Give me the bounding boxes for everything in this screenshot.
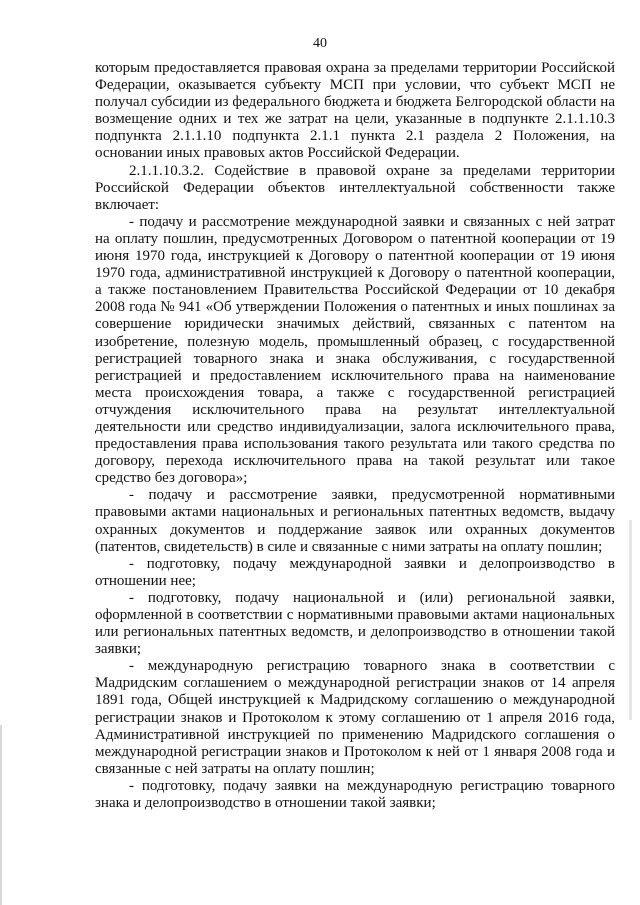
page-number: 40 <box>313 36 327 51</box>
paragraph-continuation: которым предоставляется правовая охрана за пределами территории Российской Федерации, оказывается субъекту МСП при условии, что субъект МСП не получал субсидии из федерального бюджета и бюджета Белгородской области на возмещение одних и тех же затрат на цели, указанные в подпункте 2.1.1.10.3 подпункта 2.1.1.10 подпункта 2.1.1 пункта 2.1 раздела 2 Положения, на основании иных правовых актов Российской Федерации. <box>95 60 615 162</box>
scan-edge-left <box>0 725 2 905</box>
list-item-preparation-national: - подготовку, подачу национальной и (или) региональной заявки, оформленной в соответствии с нормативными правовыми актами национальных или региональных патентных ведомств, и делопроизводство в отношении такой заявки; <box>95 589 615 658</box>
document-body <box>95 60 615 812</box>
list-item-international-application: - подачу и рассмотрение международной заявки и связанных с ней затрат на оплату пошлин, предусмотренных Договором о патентной кооперации от 19 июня 1970 года, инструкцией к Договору о патентной кооперации от 19 июня 1970 года, административной инструкцией к Договору о патентной кооперации, а также постановлением Правительства Российской Федерации от 10 декабря 2008 года № 941 «Об утверждении Положения о патентных и иных пошлинах за совершение юридически значимых действий, связанных с патентом на изобретение, полезную модель, промышленный образец, с государственной регистрацией товарного знака и знака обслуживания, с государственной регистрацией и предоставлением исключительного права на наименование места происхождения товара, а также с государственной регистрацией отчуждения исключительного права на результат интеллектуальной деятельности или средство индивидуализации, залога исключительного права, предоставления права использования такого результата или такого средства по договору, перехода исключительного права на такой результат или такое средство без договора»; <box>95 213 615 487</box>
list-item-trademark-application: - подготовку, подачу заявки на международную регистрацию товарного знака и делопроизводство в отношении такой заявки; <box>95 777 615 812</box>
paragraph-section-2-1-1-10-3-2: 2.1.1.10.3.2. Содействие в правовой охране за пределами территории Российской Федерации объектов интеллектуальной собственности также включает: <box>95 162 615 213</box>
list-item-preparation-international: - подготовку, подачу международной заявки и делопроизводство в отношении нее; <box>95 555 615 589</box>
list-item-madrid-registration: - международную регистрацию товарного знака в соответствии с Мадридским соглашением о международной регистрации знаков от 14 апреля 1891 года, Общей инструкцией к Мадридскому соглашению о международной регистрации знаков и Протоколом к этому соглашению от 1 апреля 2016 года, Административной инструкцией по применению Мадридского соглашения о международной регистрации знаков и Протоколом к ней от 1 января 2008 года и связанные с ней затраты на оплату пошлин; <box>95 658 615 777</box>
list-item-national-regional-application: - подачу и рассмотрение заявки, предусмотренной нормативными правовыми актами национальных и региональных патентных ведомств, выдачу охранных документов и поддержание заявок или охранных документов (патентов, свидетельств) в силе и связанные с ними затраты на оплату пошлин; <box>95 487 615 555</box>
scan-edge-right <box>629 520 632 720</box>
